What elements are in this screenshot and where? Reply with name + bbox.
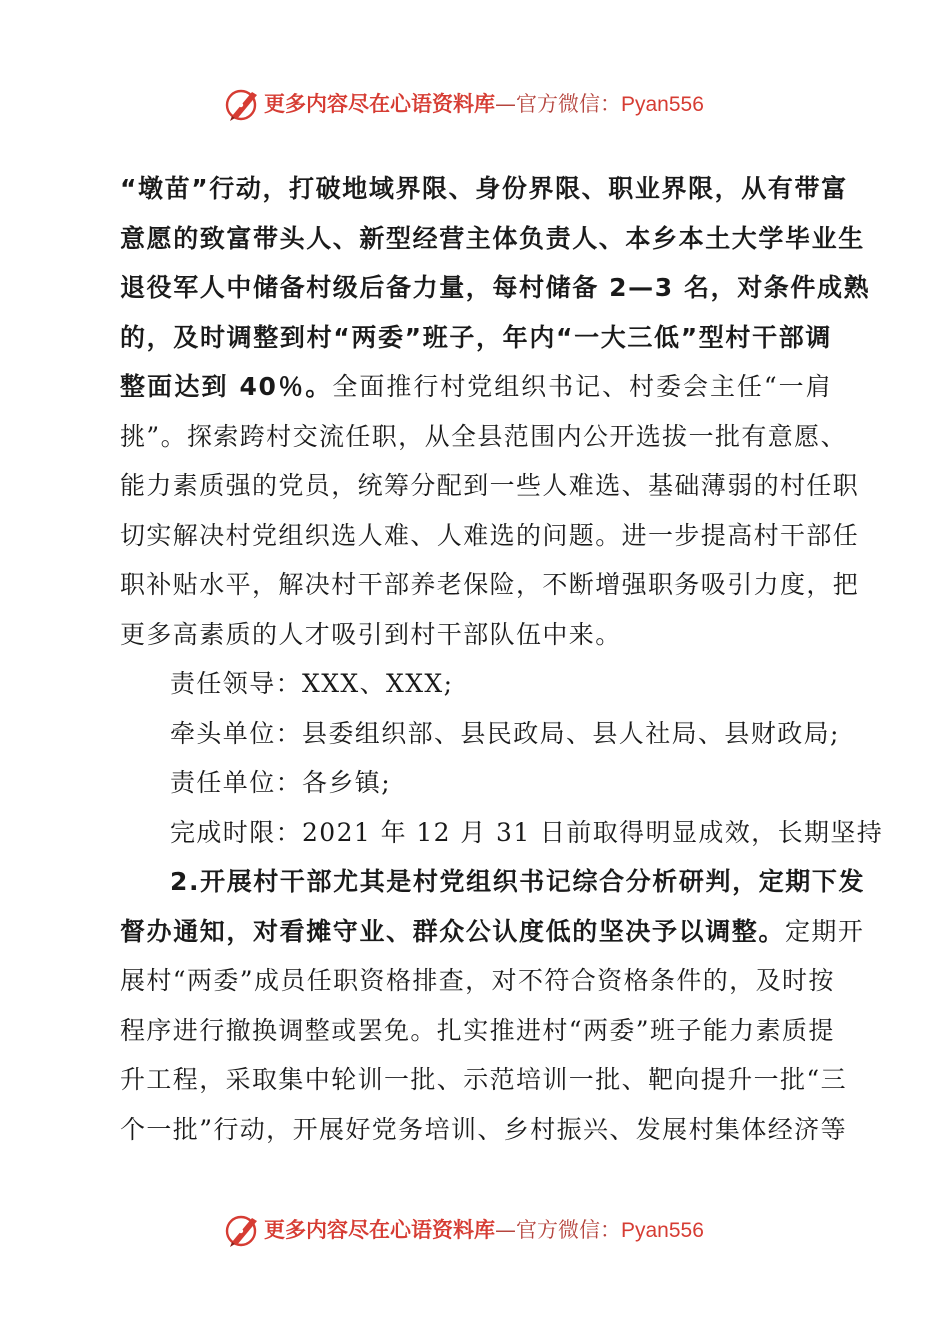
lead-units: 牵头单位：县委组织部、县民政局、县人社局、县财政局;	[170, 718, 840, 748]
watermark-text	[264, 89, 704, 120]
watermark-wechat-label: 官方微信：	[516, 1218, 621, 1242]
body-line: 切实解决村党组织选人难、人难选的问题。进一步提高村干部任	[120, 520, 860, 550]
watermark-header	[0, 84, 950, 124]
body-line: 挑”。探索跨村交流任职，从全县范围内公开选拔一批有意愿、	[120, 421, 847, 451]
watermark-wechat-label: 官方微信：	[516, 92, 621, 116]
document-body	[120, 164, 884, 1154]
watermark-wechat-id: Pyan556	[621, 93, 704, 116]
body-line-bold: 整面达到 40％。	[120, 372, 333, 401]
body-line: 意愿的致富带头人、新型经营主体负责人、本乡本土大学毕业生	[120, 223, 865, 253]
watermark-wechat-id: Pyan556	[621, 1219, 704, 1242]
deadline: 完成时限：2021 年 12 月 31 日前取得明显成效，长期坚持	[170, 817, 884, 847]
watermark-separator: —	[495, 1218, 516, 1242]
body-line: “墩苗”行动，打破地域界限、身份界限、职业界限，从有带富	[120, 174, 848, 203]
pen-logo-icon	[224, 86, 262, 122]
body-line	[120, 362, 832, 412]
section-2-line: 升工程，采取集中轮训一批、示范培训一批、靶向提升一批“三	[120, 1065, 847, 1094]
watermark-footer	[0, 1210, 950, 1250]
responsible-units: 责任单位：各乡镇;	[170, 768, 392, 797]
section-2-heading-cont	[120, 907, 865, 957]
section-2-line: 个一批”行动，开展好党务培训、乡村振兴、发展村集体经济等	[120, 1114, 847, 1144]
body-line: 的，及时调整到村“两委”班子，年内“一大三低”型村干部调	[120, 322, 832, 352]
responsible-leaders: 责任领导：XXX、XXX;	[170, 669, 454, 698]
watermark-text	[264, 1215, 704, 1246]
watermark-brand: 更多内容尽在心语资料库	[264, 92, 495, 116]
pen-logo-icon	[224, 1212, 262, 1248]
watermark-separator: —	[495, 92, 516, 116]
body-line: 退役军人中储备村级后备力量，每村储备 2—3 名，对条件成熟	[120, 273, 871, 302]
section-2-heading: 2.开展村干部尤其是村党组织书记综合分析研判，定期下发	[170, 867, 866, 896]
body-line: 更多高素质的人才吸引到村干部队伍中来。	[120, 619, 622, 649]
body-line: 职补贴水平，解决村干部养老保险，不断增强职务吸引力度，把	[120, 570, 860, 599]
section-2-heading-rest: 定期开	[785, 916, 865, 946]
section-2-heading-bold: 督办通知，对看摊守业、群众公认度低的坚决予以调整。	[120, 916, 786, 946]
section-2-line: 展村“两委”成员任职资格排查，对不符合资格条件的，及时按	[120, 966, 835, 995]
body-line-rest: 全面推行村党组织书记、村委会主任“一肩	[332, 372, 832, 401]
watermark-brand: 更多内容尽在心语资料库	[264, 1218, 495, 1242]
body-line: 能力素质强的党员，统筹分配到一些人难选、基础薄弱的村任职	[120, 471, 860, 500]
section-2-line: 程序进行撤换调整或罢免。扎实推进村“两委”班子能力素质提	[120, 1015, 835, 1045]
